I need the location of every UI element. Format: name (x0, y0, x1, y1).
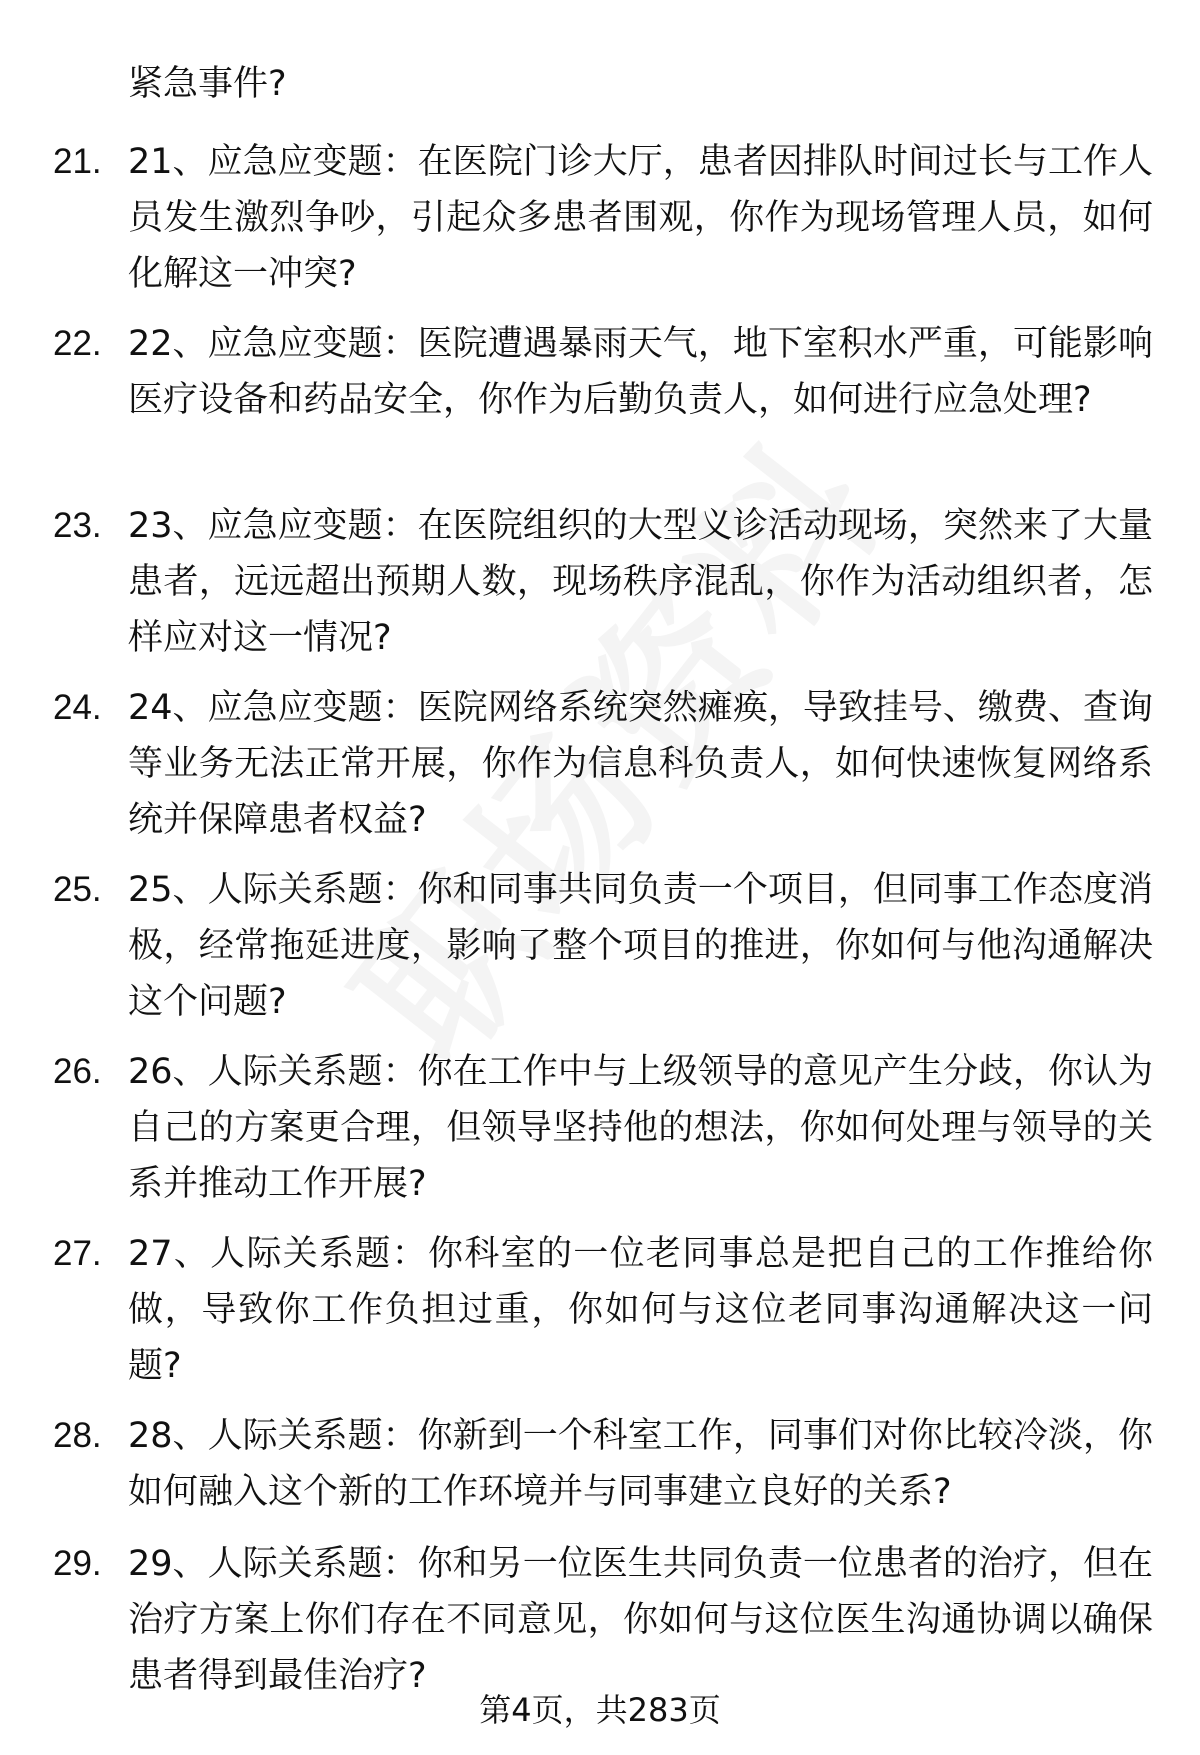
question-number: 29. (53, 1544, 102, 1583)
question-text: 25、人际关系题：你和同事共同负责一个项目，但同事工作态度消极，经常拖延进度，影响了整个项目的推进，你如何与他沟通解决这个问题? (128, 870, 1153, 1022)
question-text: 24、应急应变题：医院网络系统突然瘫痪，导致挂号、缴费、查询等业务无法正常开展，你作为信息科负责人，如何快速恢复网络系统并保障患者权益? (128, 688, 1153, 840)
question-text: 21、应急应变题：在医院门诊大厅，患者因排队时间过长与工作人员发生激烈争吵，引起众多患者围观，你作为现场管理人员，如何化解这一冲突? (128, 142, 1153, 294)
question-text: 22、应急应变题：医院遭遇暴雨天气，地下室积水严重，可能影响医疗设备和药品安全，你作为后勤负责人，如何进行应急处理? (128, 324, 1153, 420)
continuation-text: 紧急事件? (128, 64, 287, 104)
question-text: 29、人际关系题：你和另一位医生共同负责一位患者的治疗，但在治疗方案上你们存在不同意见，你如何与这位医生沟通协调以确保患者得到最佳治疗? (128, 1544, 1153, 1696)
question-text: 27、人际关系题：你科室的一位老同事总是把自己的工作推给你做，导致你工作负担过重，你如何与这位老同事沟通解决这一问题? (128, 1234, 1153, 1386)
question-number: 21. (53, 142, 102, 181)
question-item (0, 316, 1200, 498)
question-item (0, 498, 1200, 680)
question-number: 28. (53, 1416, 102, 1455)
question-item (0, 1226, 1200, 1408)
page-footer: 第4页，共283页 (479, 1691, 721, 1729)
question-text: 26、人际关系题：你在工作中与上级领导的意见产生分歧，你认为自己的方案更合理，但领导坚持他的想法，你如何处理与领导的关系并推动工作开展? (128, 1052, 1153, 1204)
question-item (0, 680, 1200, 862)
question-number: 24. (53, 688, 102, 727)
question-item (0, 862, 1200, 1044)
question-number: 23. (53, 506, 102, 545)
question-number: 22. (53, 324, 102, 363)
question-list (0, 134, 1200, 1718)
question-item (0, 1408, 1200, 1536)
question-text: 23、应急应变题：在医院组织的大型义诊活动现场，突然来了大量患者，远远超出预期人数，现场秩序混乱，你作为活动组织者，怎样应对这一情况? (128, 506, 1153, 658)
question-number: 26. (53, 1052, 102, 1091)
question-number: 27. (53, 1234, 102, 1273)
question-item (0, 134, 1200, 316)
question-text: 28、人际关系题：你新到一个科室工作，同事们对你比较冷淡，你如何融入这个新的工作环境并与同事建立良好的关系? (128, 1416, 1153, 1512)
question-item (0, 1044, 1200, 1226)
question-number: 25. (53, 870, 102, 909)
